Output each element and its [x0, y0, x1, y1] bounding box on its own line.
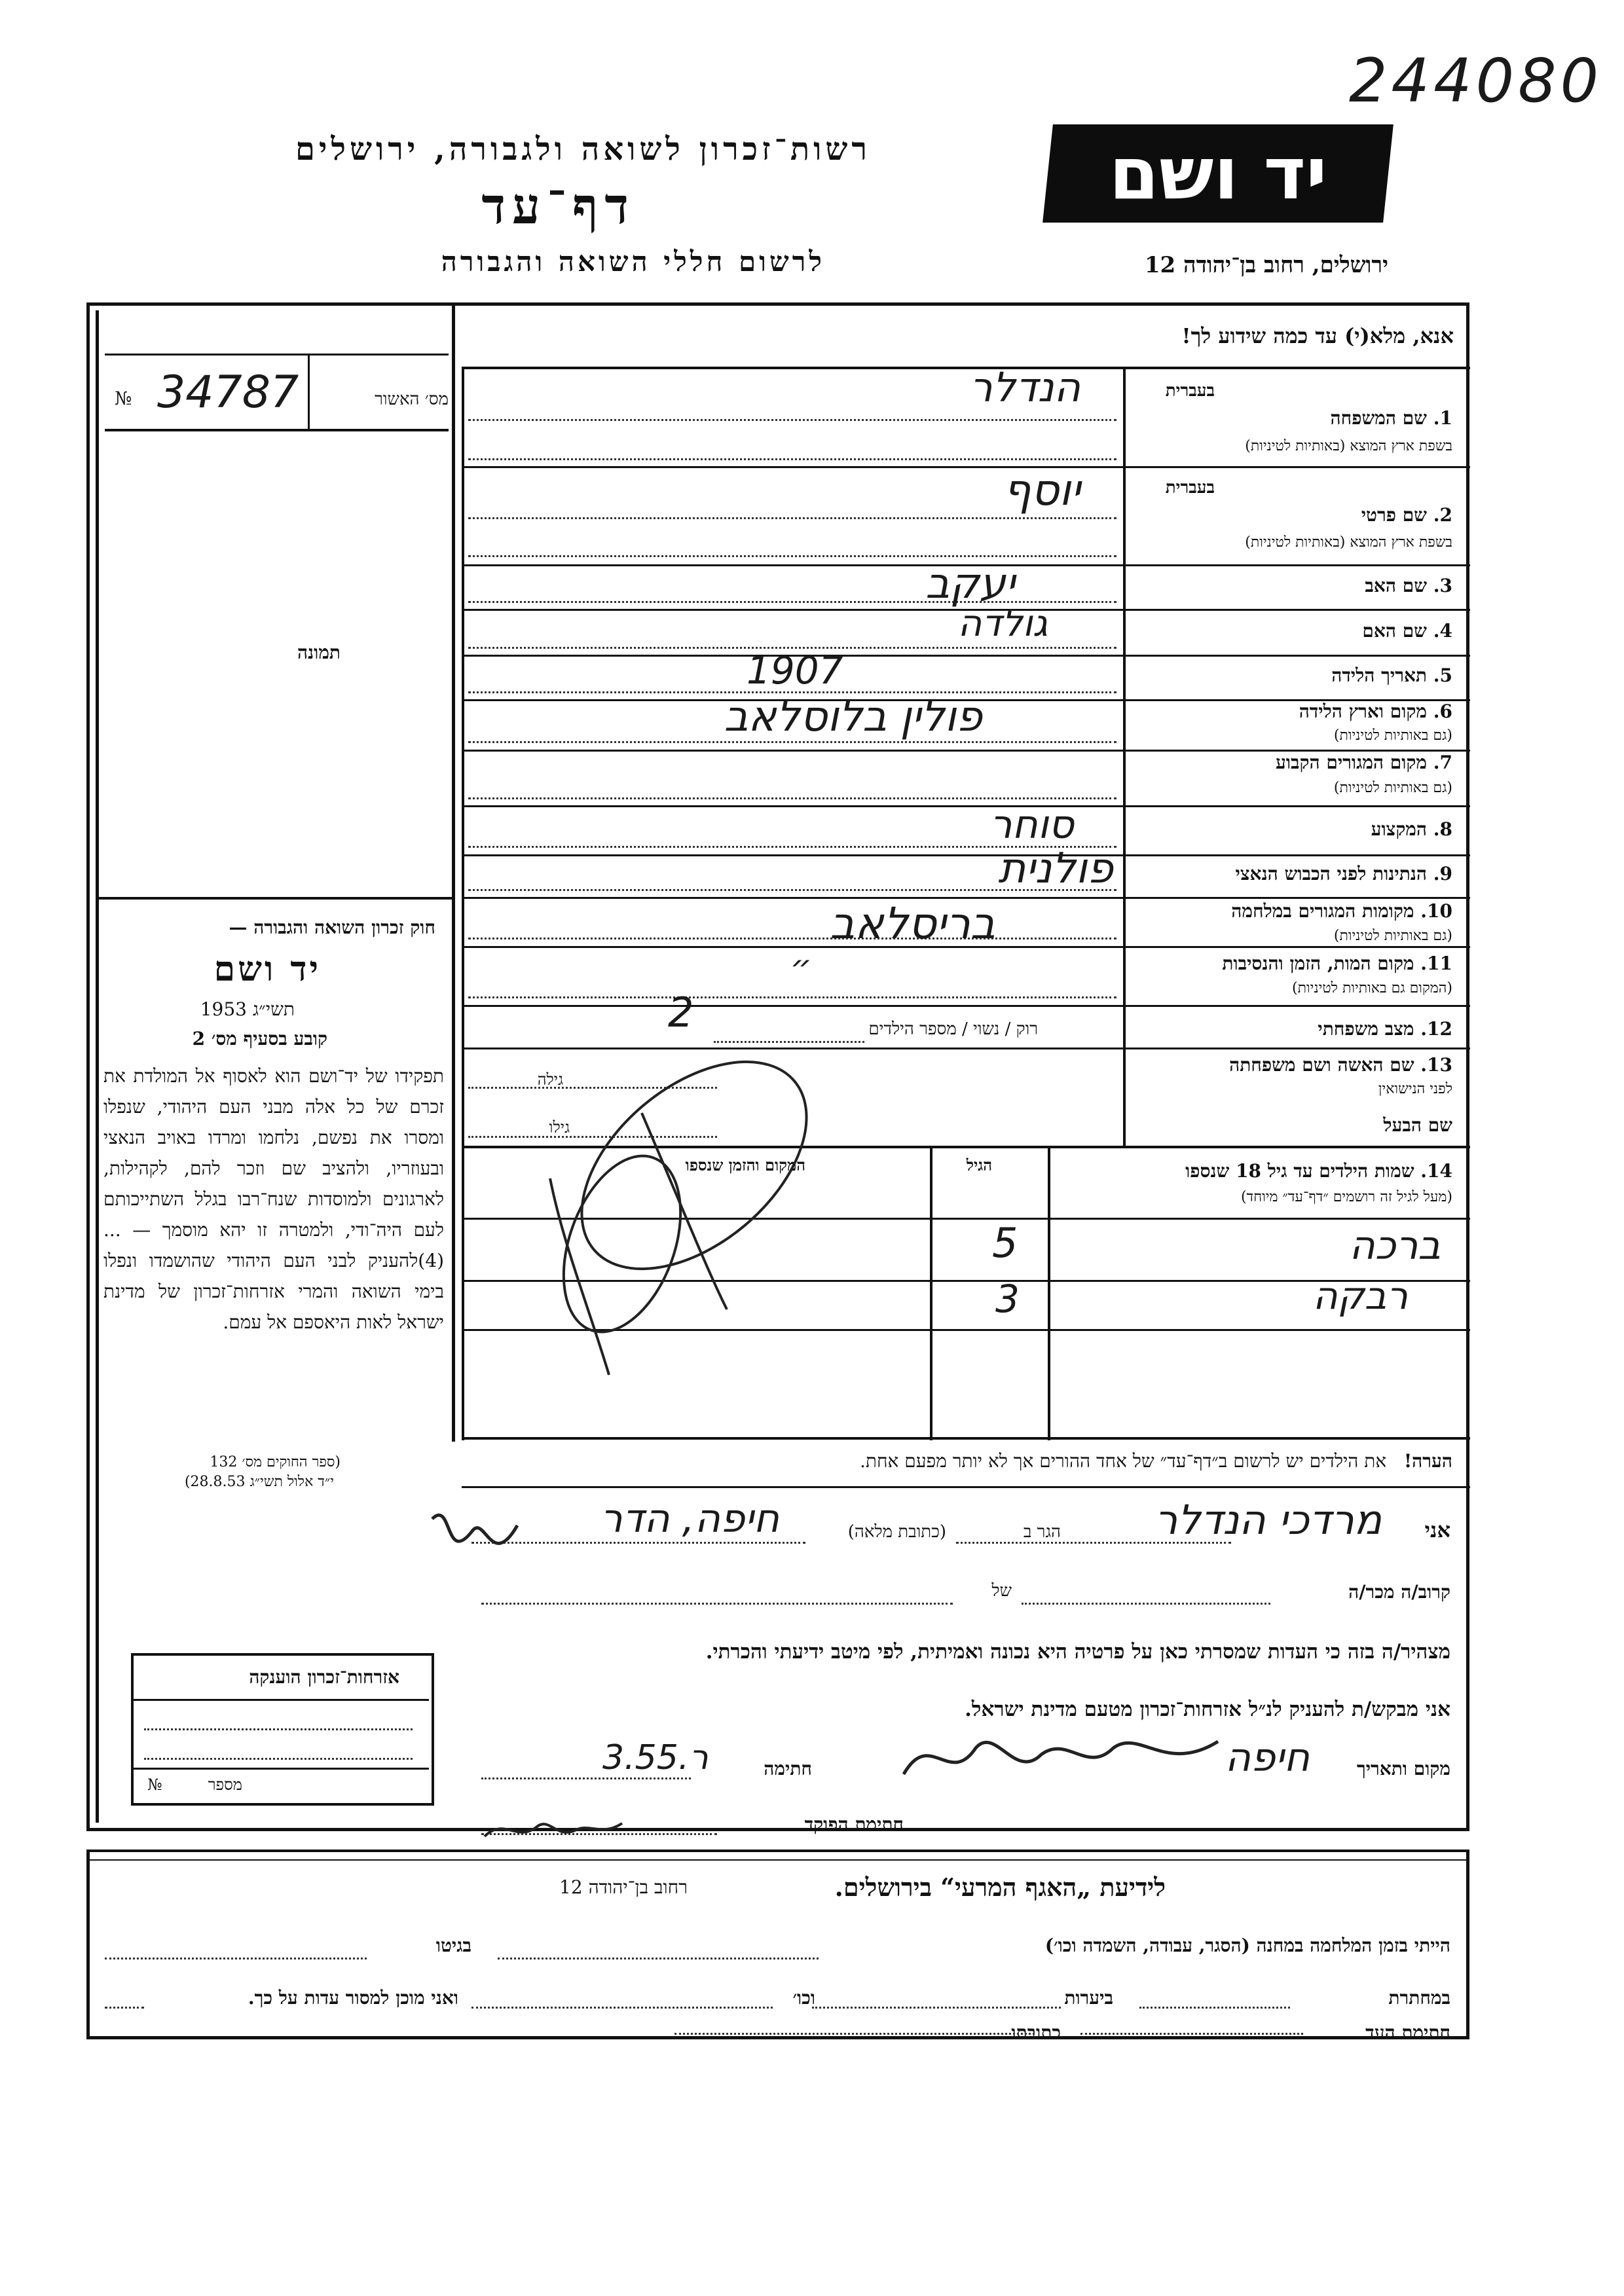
- pen-scribble: [511, 969, 877, 1388]
- place-date-value: חיפה: [1225, 1735, 1310, 1781]
- signature-date: ר.3.55: [602, 1738, 709, 1777]
- field-7-sub: (גם באותיות לטיניות): [1333, 780, 1452, 796]
- form-title: דף־עד: [481, 177, 635, 235]
- husband-label: שם הבעל: [1383, 1114, 1452, 1136]
- law-source-date: י״ד אלול תשי״ג 28.8.53): [184, 1474, 334, 1490]
- wife-age-label: גילה: [537, 1070, 563, 1089]
- children-subtitle: (מעל לגיל זה רושמים ״דף־עד״ מיוחד): [1240, 1189, 1452, 1205]
- note-label: הערה!: [1403, 1450, 1452, 1472]
- field-3-value: יעקב: [925, 560, 1015, 608]
- underground-address: רחוב בן־יהודה 12: [559, 1876, 688, 1898]
- field-11-value: ״: [790, 948, 812, 987]
- field-5-num: 5.: [1433, 665, 1452, 686]
- field-12-children-count: 2: [668, 989, 694, 1036]
- field-11-sub: (המקום גם באותיות לטיניות): [1292, 980, 1452, 996]
- field-12-label-text: מצב משפחתי: [1318, 1018, 1414, 1040]
- field-2-num: 2.: [1433, 504, 1452, 526]
- signature-label: חתימה: [764, 1758, 812, 1779]
- law-heading: חוק זכרון השואה והגבורה —: [229, 917, 435, 938]
- field-7-label: [1276, 752, 1452, 774]
- field-1-label-text: שם המשפחה: [1330, 407, 1428, 429]
- form-subtitle: לרשום חללי השואה והגבורה: [441, 246, 825, 278]
- field-8-value: סוחר: [989, 802, 1074, 848]
- underground-title: לידיעת „האגף המרעי“ בירושלים.: [834, 1872, 1166, 1902]
- registration-label: מס׳ האשור: [375, 390, 449, 409]
- ready-label: ואני מוכן למסור עדות על כך.: [248, 1987, 458, 2009]
- law-year: תשי״ג 1953: [200, 998, 295, 1020]
- field-6-label-text: מקום וארץ הלידה: [1299, 701, 1428, 722]
- children-num: 14.: [1420, 1160, 1452, 1182]
- field-1-value: הנדלר: [969, 363, 1080, 411]
- underground-line1: הייתי בזמן המלחמה במחנה (הסגר, עבודה, השמדה וכו׳): [1044, 1935, 1450, 1956]
- page-number: 244080: [1349, 46, 1603, 116]
- photo-label: תמונה: [297, 642, 341, 663]
- field-10-num: 10.: [1420, 900, 1452, 922]
- citizenship-number-label: מספר: [208, 1776, 242, 1794]
- law-clause: קובע בסעיף מס׳ 2: [192, 1028, 327, 1049]
- field-3-label-text: שם האב: [1365, 575, 1428, 596]
- field-6-sub: (גם באותיות לטיניות): [1333, 727, 1452, 744]
- field-6-label: [1299, 701, 1452, 723]
- field-10-sub: (גם באותיות לטיניות): [1333, 928, 1452, 944]
- field-1-sub: בשפת ארץ המוצא (באותיות לטיניות): [1245, 438, 1452, 454]
- age-header: הגיל: [966, 1156, 992, 1175]
- field-2-sub: בשפת ארץ המוצא (באותיות לטיניות): [1245, 534, 1452, 551]
- field-11-label-text: מקום המות, הזמן והנסיבות: [1222, 953, 1414, 974]
- declarant-signature: [891, 1722, 1231, 1794]
- field-8-num: 8.: [1433, 818, 1452, 840]
- address-label: (כתובת מלאה): [847, 1522, 946, 1542]
- logo-address: ירושלים, רחוב בן־יהודה 12: [1144, 252, 1388, 278]
- declarant-resides: הגר ב: [1023, 1522, 1061, 1542]
- children-title-text: שמות הילדים עד גיל 18 שנספו: [1185, 1160, 1414, 1182]
- field-4-value: גולדה: [957, 602, 1048, 645]
- declarant-ani: אני: [1424, 1518, 1450, 1542]
- field-12-num: 12.: [1420, 1018, 1452, 1040]
- declarant-name: מרדכי הנדלר: [1154, 1496, 1382, 1544]
- field-13-label: [1229, 1054, 1452, 1076]
- field-4-label: [1362, 620, 1452, 642]
- his-address-label: כתובתו: [1011, 2022, 1061, 2043]
- etc-label: וכו׳: [792, 1987, 815, 2009]
- registration-symbol: №: [115, 388, 132, 409]
- logo-text: יד ושם: [1109, 132, 1327, 215]
- citizenship-number-symbol: №: [147, 1776, 162, 1794]
- hiding-label: במחתרת: [1388, 1987, 1450, 2009]
- declarant-address: חיפה, הדר: [600, 1496, 779, 1542]
- field-11-num: 11.: [1420, 953, 1452, 974]
- scribble-left-signature: [419, 1493, 537, 1578]
- field-5-label: [1331, 665, 1452, 687]
- field-13-sub: לפני הנישואין: [1378, 1081, 1452, 1097]
- field-3-num: 3.: [1433, 575, 1452, 596]
- underground-frame: [86, 1840, 1469, 1938]
- forests-label: ביערות: [1064, 1987, 1113, 2009]
- field-12-options: רוק / נשוי / מספר הילדים: [868, 1019, 1038, 1039]
- field-2-label: [1361, 504, 1452, 526]
- field-1-label: [1331, 407, 1452, 429]
- yad-vashem-logo: [1043, 124, 1393, 223]
- field-8-label-text: המקצוע: [1371, 818, 1428, 840]
- field-7-label-text: מקום המגורים הקבוע: [1276, 752, 1428, 773]
- place-date-label: מקום ותאריך: [1356, 1758, 1450, 1779]
- note-text: [860, 1450, 1452, 1472]
- field-9-value: פולנית: [998, 845, 1113, 893]
- field-2-value: יוסף: [1003, 465, 1080, 515]
- field-9-label-text: הנתינות לפני הכבוש הנאצי: [1235, 863, 1428, 884]
- place-header: המקום והזמן שנספו: [685, 1156, 805, 1175]
- field-2-hebrew-tag: בעברית: [1165, 478, 1215, 498]
- child-1-name: ברכה: [1349, 1223, 1441, 1269]
- ghetto-label: בגיטו: [435, 1935, 471, 1956]
- authority-title: רשות־זכרון לשואה ולגבורה, ירושלים: [295, 131, 871, 168]
- field-5-value: 1907: [747, 648, 843, 693]
- relative-label: קרוב/ה מכר/ה: [1348, 1581, 1450, 1603]
- witness-sig-label: חתימת העד: [1365, 2022, 1450, 2043]
- of-label: של: [991, 1581, 1012, 1601]
- field-10-value: בריסלאב: [830, 898, 995, 949]
- field-9-num: 9.: [1433, 863, 1452, 884]
- citizenship-title: אזרחות־זכרון הוענקה: [249, 1666, 399, 1688]
- field-7-num: 7.: [1433, 752, 1452, 773]
- law-source: (ספר החוקים מס׳ 132: [210, 1454, 341, 1470]
- field-6-num: 6.: [1433, 701, 1452, 722]
- registration-value: 34787: [157, 367, 299, 418]
- field-1-num: 1.: [1433, 407, 1452, 429]
- field-4-label-text: שם האם: [1362, 620, 1428, 642]
- field-8-label: [1371, 818, 1452, 841]
- child-1-age: 5: [992, 1219, 1018, 1267]
- field-9-label: [1236, 863, 1452, 885]
- instruction: אנא, מלא(י) עד כמה שידוע לך!: [1181, 323, 1454, 348]
- field-2-label-text: שם פרטי: [1361, 504, 1428, 526]
- field-3-label: [1365, 575, 1452, 597]
- children-title: [1185, 1160, 1452, 1182]
- field-5-label-text: תאריך הלידה: [1331, 665, 1428, 686]
- field-13-num: 13.: [1420, 1054, 1452, 1076]
- field-10-label-text: מקומות המגורים במלחמה: [1231, 900, 1414, 922]
- husband-age-label: גילו: [549, 1118, 570, 1137]
- field-6-value: פולין בלוסלאב: [724, 693, 982, 741]
- field-13-label-text: שם האשה ושם משפחתה: [1229, 1054, 1414, 1076]
- child-2-age: 3: [995, 1277, 1020, 1321]
- field-1-hebrew-tag: בעברית: [1165, 381, 1215, 401]
- note-body: את הילדים יש לרשום ב״דף־עד״ של אחד ההורים אך לא יותר מפעם אחת.: [859, 1450, 1387, 1472]
- field-11-label: [1222, 953, 1452, 975]
- request-text: אני מבקש/ת להעניק לנ״ל אזרחות־זכרון מטעם מדינת ישראל.: [965, 1698, 1450, 1721]
- field-12-label: [1318, 1018, 1452, 1040]
- field-10-label: [1231, 900, 1452, 922]
- official-signature-label: חתימת הפוקד: [804, 1813, 904, 1835]
- declaration-text: מצהיר/ה בזה כי העדות שמסרתי כאן על פרטיה היא נכונה ואמיתית, לפי מיטב ידיעתי והכרתי.: [705, 1640, 1450, 1664]
- child-2-name: רבקה: [1312, 1273, 1408, 1318]
- law-body: תפקידו של יד־ושם הוא לאסוף אל המולדת את זכרם של כל אלה מבני העם היהודי, שנפלו ומסרו את נפשם, נלחמו ומרדו באויב הנאצי ובעוזריו, ולהציב שם וזכר להם, לקהילות, לארגונים ולמוסדות שנח־רבו בגלל השתייכותם לעם היה־ודי, ולמטרה זו יהא מוסמך — ...(4)להעניק לבני העם היהודי שהושמדו ונפלו בימי השואה והמרי אזרחות־זכרון של מדינת ישראל לאות היאספם אל עמם.: [103, 1065, 444, 1333]
- field-4-num: 4.: [1433, 620, 1452, 642]
- law-name: יד ושם: [213, 949, 321, 989]
